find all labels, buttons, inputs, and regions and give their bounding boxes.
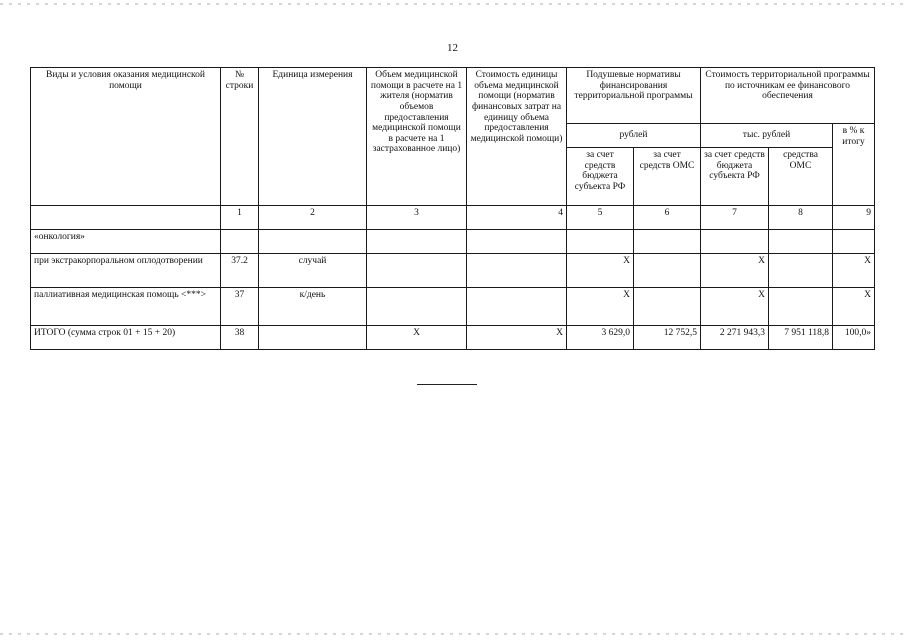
column-number: 8 — [769, 206, 833, 230]
header-row-number: № строки — [221, 68, 259, 206]
row-name: при экстракорпоральном оплодотворении — [31, 254, 221, 288]
column-number: 2 — [259, 206, 367, 230]
row-col5: Х — [567, 254, 634, 288]
column-number: 4 — [467, 206, 567, 230]
row-cost — [467, 254, 567, 288]
row-number: 38 — [221, 326, 259, 350]
row-col9: 100,0» — [833, 326, 875, 350]
table-row — [31, 254, 875, 288]
header-rubles: рублей — [567, 124, 701, 148]
page-number: 12 — [447, 42, 458, 54]
row-col8 — [769, 288, 833, 326]
table-row — [31, 288, 875, 326]
column-number: 1 — [221, 206, 259, 230]
row-col9: Х — [833, 254, 875, 288]
table-row-total — [31, 326, 875, 350]
row-name: ИТОГО (сумма строк 01 + 15 + 20) — [31, 326, 221, 350]
row-number — [221, 230, 259, 254]
row-col7: Х — [701, 288, 769, 326]
row-volume — [367, 230, 467, 254]
header-cost-by-source: Стоимость территориальной программы по источникам ее финансового обеспечения — [701, 68, 875, 124]
end-divider-line — [417, 384, 477, 385]
medical-care-cost-table — [30, 67, 875, 350]
row-name: паллиативная медицинская помощь <***> — [31, 288, 221, 326]
row-col7: Х — [701, 254, 769, 288]
header-unit: Единица измерения — [259, 68, 367, 206]
header-col7: за счет средств бюджета субъекта РФ — [701, 148, 769, 206]
row-col7 — [701, 230, 769, 254]
row-col5: Х — [567, 288, 634, 326]
row-col8 — [769, 254, 833, 288]
row-col6 — [634, 254, 701, 288]
row-col9: Х — [833, 288, 875, 326]
row-col8: 7 951 118,8 — [769, 326, 833, 350]
header-thousand-rubles: тыс. рублей — [701, 124, 833, 148]
row-cost: Х — [467, 326, 567, 350]
row-unit — [259, 230, 367, 254]
row-volume — [367, 288, 467, 326]
row-col8 — [769, 230, 833, 254]
row-col6 — [634, 230, 701, 254]
row-col5: 3 629,0 — [567, 326, 634, 350]
header-col5: за счет средств бюджета субъекта РФ — [567, 148, 634, 206]
header-percent: в % к итогу — [833, 124, 875, 206]
column-number: 5 — [567, 206, 634, 230]
header-col8: средства ОМС — [769, 148, 833, 206]
scan-artifact-bottom — [0, 633, 905, 635]
header-col6: за счет средств ОМС — [634, 148, 701, 206]
row-unit — [259, 326, 367, 350]
table-row — [31, 230, 875, 254]
row-number: 37 — [221, 288, 259, 326]
row-cost — [467, 288, 567, 326]
header-cost: Стоимость единицы объема медицинской помощи (норматив финансовых затрат на единицу объема предоставления медицинской помощи) — [467, 68, 567, 206]
row-col9 — [833, 230, 875, 254]
row-col5 — [567, 230, 634, 254]
column-number: 6 — [634, 206, 701, 230]
column-numbers-row — [31, 206, 875, 230]
row-unit: к/день — [259, 288, 367, 326]
header-row-1 — [31, 68, 875, 124]
row-name: «онкология» — [31, 230, 221, 254]
row-col6 — [634, 288, 701, 326]
column-number: 7 — [701, 206, 769, 230]
row-unit: случай — [259, 254, 367, 288]
row-number: 37.2 — [221, 254, 259, 288]
column-number-blank — [31, 206, 221, 230]
row-col7: 2 271 943,3 — [701, 326, 769, 350]
column-number: 3 — [367, 206, 467, 230]
row-volume — [367, 254, 467, 288]
row-col6: 12 752,5 — [634, 326, 701, 350]
header-volume: Объем медицинской помощи в расчете на 1 жителя (норматив объемов предоставления медицинской помощи в расчете на 1 застрахованное лицо) — [367, 68, 467, 206]
row-volume: Х — [367, 326, 467, 350]
header-per-capita: Подушевые нормативы финансирования территориальной программы — [567, 68, 701, 124]
row-cost — [467, 230, 567, 254]
column-number: 9 — [833, 206, 875, 230]
header-types: Виды и условия оказания медицинской помощи — [31, 68, 221, 206]
scan-artifact-top — [0, 3, 905, 5]
